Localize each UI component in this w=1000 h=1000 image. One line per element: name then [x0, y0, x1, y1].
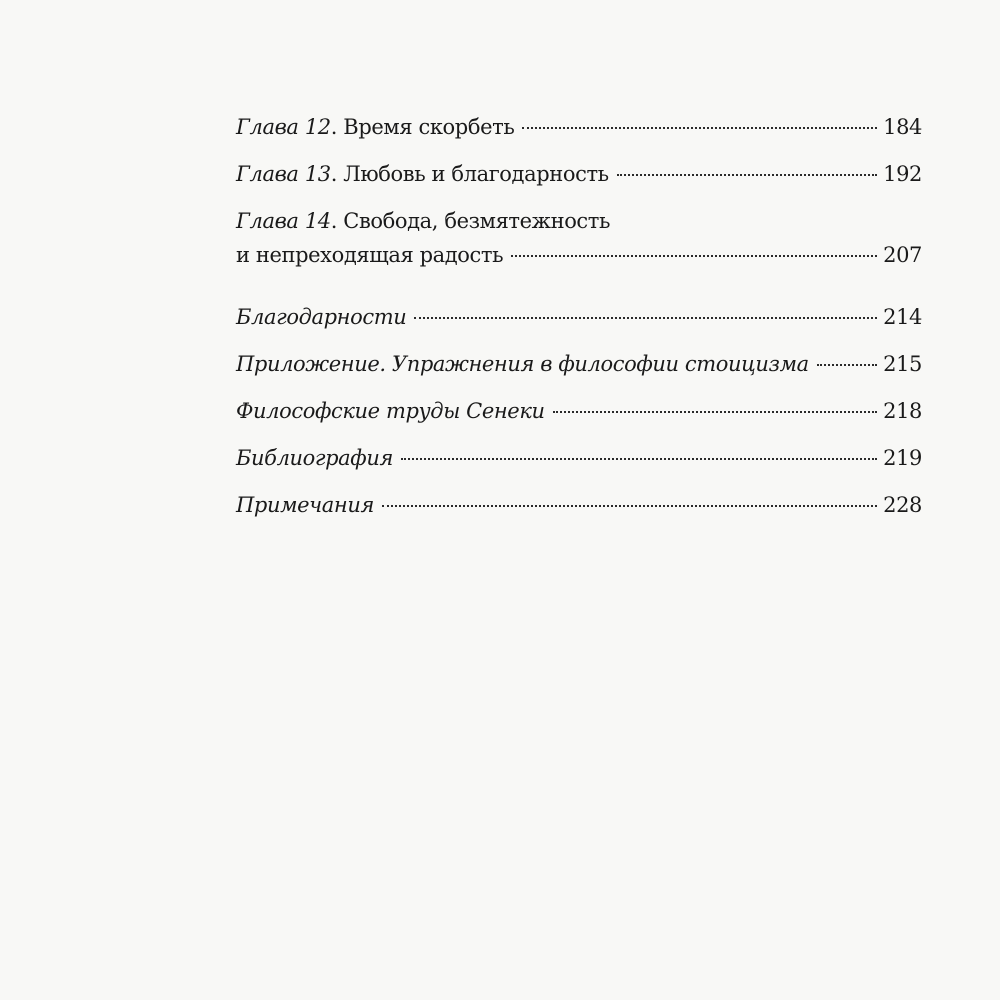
chapter-prefix: Глава 12	[236, 115, 331, 139]
toc-entry-bibliography[interactable]	[236, 445, 922, 471]
toc-entry-seneca-works[interactable]	[236, 398, 922, 424]
leader-dots	[414, 317, 877, 319]
toc-entry-acknowledgements[interactable]	[236, 304, 922, 330]
leader-dots	[617, 174, 877, 176]
toc-entry-chapter-12[interactable]	[236, 114, 922, 140]
section-title: Приложение. Упражнения в философии стоицизма	[236, 352, 809, 376]
section-title: Примечания	[236, 493, 374, 517]
toc-entry-label	[236, 114, 514, 140]
page-number: 207	[883, 243, 922, 267]
page-number: 184	[883, 115, 922, 139]
toc-entry-appendix[interactable]	[236, 351, 922, 377]
leader-dots	[522, 127, 877, 129]
leader-dots	[382, 505, 877, 507]
page-number: 219	[883, 446, 922, 470]
page-number: 214	[883, 305, 922, 329]
chapter-prefix: Глава 13	[236, 162, 331, 186]
chapter-title: . Время скорбеть	[330, 115, 515, 139]
page-number: 192	[883, 162, 922, 186]
page-number: 228	[883, 493, 922, 517]
toc-entry-notes[interactable]	[236, 492, 922, 518]
show-through-reverse-side	[230, 520, 970, 1000]
leader-dots	[511, 255, 877, 257]
toc-entry-label	[236, 161, 609, 187]
chapter-title: . Любовь и благодарность	[330, 162, 609, 186]
leader-dots	[553, 411, 878, 413]
toc-entry-chapter-13[interactable]	[236, 161, 922, 187]
toc-entry-chapter-14[interactable]	[236, 208, 922, 268]
section-title: Благодарности	[236, 305, 407, 329]
section-title: Философские труды Сенеки	[236, 399, 545, 423]
chapter-prefix: Глава 14	[236, 209, 331, 233]
page-number: 215	[883, 352, 922, 376]
leader-dots	[817, 364, 877, 366]
chapter-title-line1: . Свобода, безмятежность	[330, 209, 611, 233]
table-of-contents	[236, 110, 922, 518]
chapter-title-line2: и непреходящая радость	[236, 243, 504, 267]
leader-dots	[401, 458, 877, 460]
toc-entry-first-line	[236, 208, 922, 234]
section-title: Библиография	[236, 446, 393, 470]
page-number: 218	[883, 399, 922, 423]
